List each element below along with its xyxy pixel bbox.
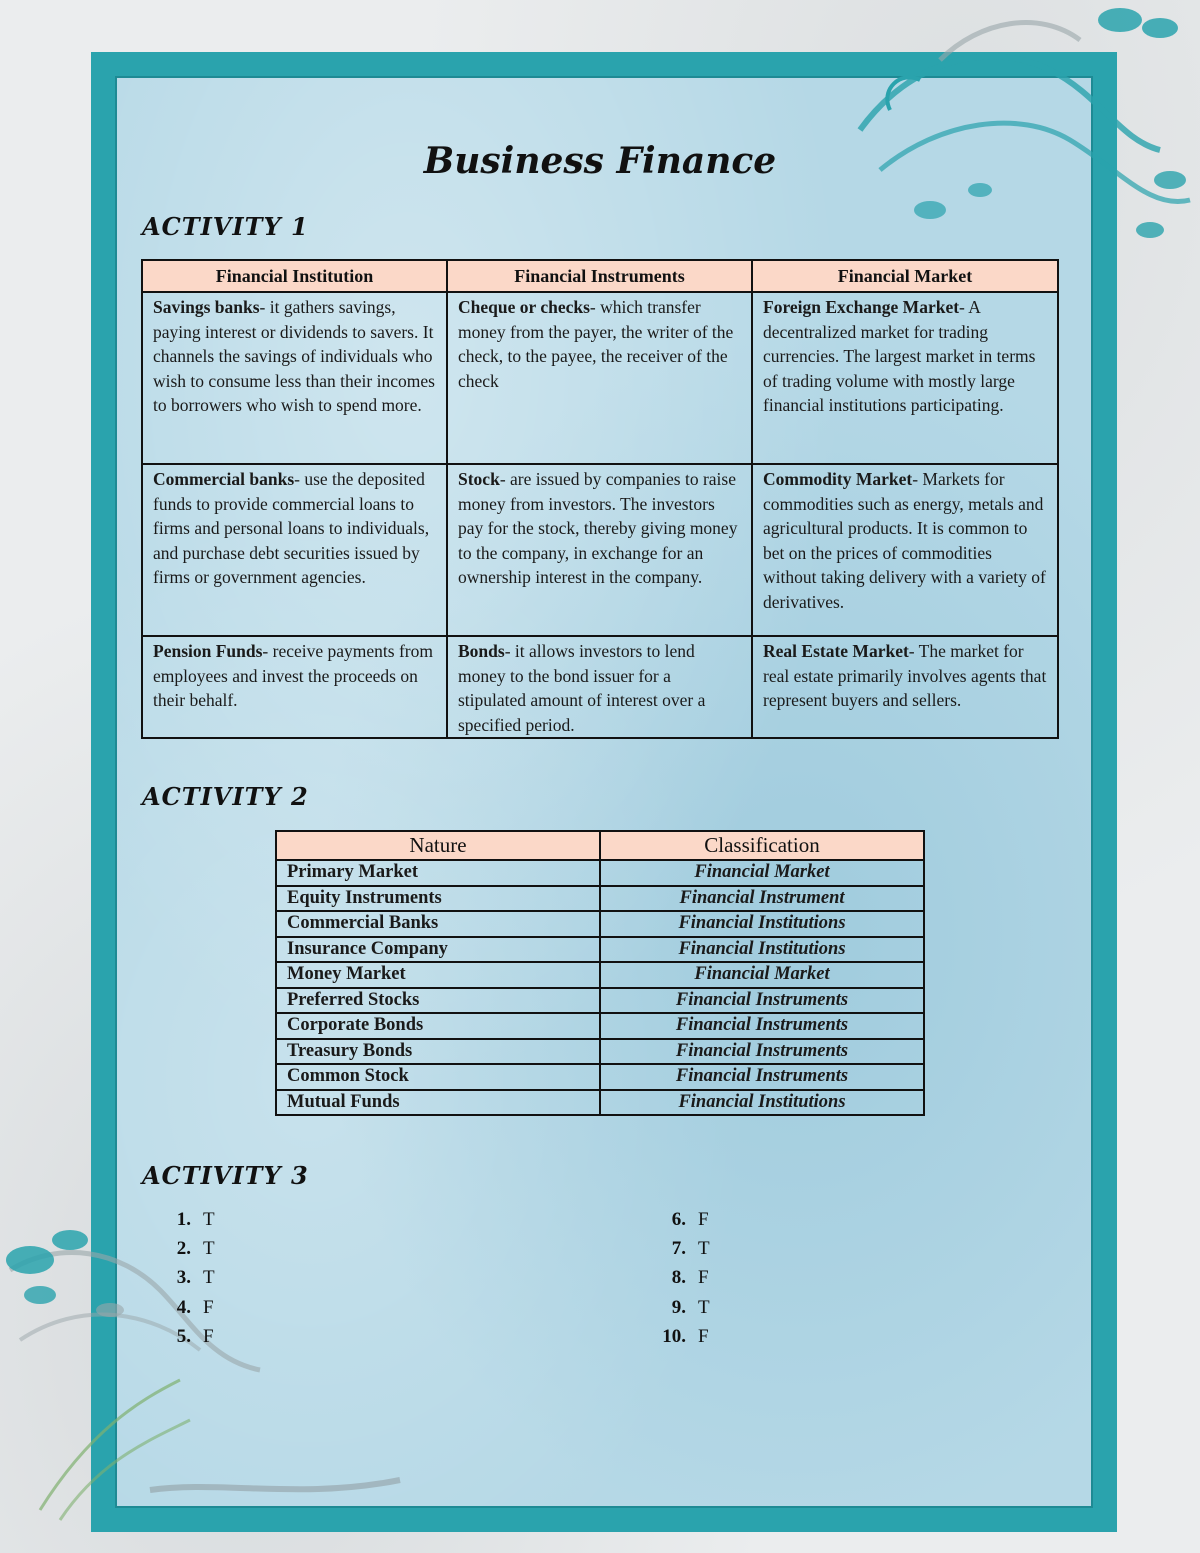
activity-2-heading: ACTIVITY 2: [142, 782, 309, 811]
item-answer: T: [203, 1238, 215, 1260]
item-answer: T: [698, 1296, 710, 1318]
item-number: 6.: [671, 1209, 686, 1230]
table-row: [276, 1013, 924, 1039]
activity-1-heading: ACTIVITY 1: [142, 212, 309, 241]
item-number: 8.: [671, 1267, 686, 1289]
nature-cell: Common Stock: [276, 1064, 600, 1090]
nature-cell: Equity Instruments: [276, 886, 600, 912]
column-header: Classification: [600, 831, 924, 860]
column-header: Financial Instruments: [447, 260, 752, 292]
list-item: [155, 1209, 215, 1238]
table-row: [276, 1064, 924, 1090]
term-label: Commercial banks: [153, 469, 295, 489]
term-description: - receive payments from employees and invest the proceeds on their behalf.: [153, 641, 433, 710]
list-item: [650, 1238, 710, 1267]
activity-3-heading: ACTIVITY 3: [142, 1161, 309, 1190]
term-label: Bonds: [458, 641, 505, 661]
table-cell: [447, 464, 752, 636]
term-description: - A decentralized market for trading currencies. The largest market in terms of trading volume with mostly large financial institutions participating.: [763, 297, 1036, 415]
item-number: 5.: [176, 1325, 191, 1347]
table-row: [276, 886, 924, 912]
term-description: - which transfer money from the payer, the writer of the check, to the payee, the receiver of the check: [458, 297, 734, 391]
term-label: Cheque or checks: [458, 297, 590, 317]
item-number: 2.: [176, 1238, 191, 1260]
classification-cell: Financial Institutions: [600, 937, 924, 963]
term-description: - use the deposited funds to provide commercial loans to firms and personal loans to individuals, and purchase debt securities issued by firms or government agencies.: [153, 469, 430, 587]
table-cell: [752, 636, 1058, 738]
nature-cell: Corporate Bonds: [276, 1013, 600, 1039]
term-label: Savings banks: [153, 297, 260, 317]
list-item: [155, 1326, 215, 1355]
classification-cell: Financial Institutions: [600, 911, 924, 937]
table-cell: [752, 292, 1058, 464]
table-row: [276, 1039, 924, 1065]
item-number: 9.: [671, 1296, 686, 1318]
item-number: 1.: [176, 1209, 191, 1230]
term-description: - are issued by companies to raise money from investors. The investors pay for the stock, thereby giving money to the company, in exchange for an ownership interest in the company.: [458, 469, 738, 587]
nature-cell: Money Market: [276, 962, 600, 988]
table-row: [276, 988, 924, 1014]
nature-cell: Treasury Bonds: [276, 1039, 600, 1065]
column-header: Nature: [276, 831, 600, 860]
classification-cell: Financial Market: [600, 860, 924, 886]
column-header: Financial Institution: [142, 260, 447, 292]
nature-cell: Mutual Funds: [276, 1090, 600, 1116]
item-answer: F: [203, 1296, 214, 1318]
item-answer: T: [203, 1209, 215, 1230]
classification-cell: Financial Instruments: [600, 1039, 924, 1065]
classification-cell: Financial Instruments: [600, 1064, 924, 1090]
list-item: [155, 1267, 215, 1296]
table-cell: [447, 636, 752, 738]
table-cell: [142, 292, 447, 464]
item-number: 10.: [662, 1325, 686, 1347]
item-number: 7.: [671, 1238, 686, 1260]
table-row: [142, 292, 1058, 464]
table-row: [142, 464, 1058, 636]
list-item: [155, 1297, 215, 1326]
classification-cell: Financial Instruments: [600, 988, 924, 1014]
term-label: Foreign Exchange Market: [763, 297, 960, 317]
table-row: [276, 1090, 924, 1116]
item-answer: F: [698, 1209, 709, 1230]
term-description: - it allows investors to lend money to the bond issuer for a stipulated amount of interest over a specified period.: [458, 641, 706, 735]
table-row: [276, 860, 924, 886]
list-item: [650, 1326, 710, 1355]
table-cell: [142, 464, 447, 636]
term-label: Stock: [458, 469, 500, 489]
term-description: - Markets for commodities such as energy, metals and agricultural products. It is common to bet on the prices of commodities without taking delivery with a variety of derivatives.: [763, 469, 1046, 612]
table-cell: [142, 636, 447, 738]
classification-cell: Financial Market: [600, 962, 924, 988]
table-cell: [447, 292, 752, 464]
nature-cell: Preferred Stocks: [276, 988, 600, 1014]
column-header: Financial Market: [752, 260, 1058, 292]
table-row: [276, 962, 924, 988]
item-number: 3.: [176, 1267, 191, 1289]
answer-list-left: [155, 1209, 215, 1355]
table-cell: [752, 464, 1058, 636]
page-title: Business Finance: [423, 140, 777, 182]
term-label: Real Estate Market: [763, 641, 909, 661]
nature-cell: Primary Market: [276, 860, 600, 886]
item-answer: F: [698, 1325, 709, 1347]
term-label: Pension Funds: [153, 641, 263, 661]
nature-cell: Commercial Banks: [276, 911, 600, 937]
item-answer: T: [203, 1267, 215, 1289]
item-answer: F: [698, 1267, 709, 1289]
list-item: [650, 1267, 710, 1296]
classification-cell: Financial Institutions: [600, 1090, 924, 1116]
item-answer: T: [698, 1238, 710, 1260]
item-number: 4.: [176, 1296, 191, 1318]
term-description: - The market for real estate primarily involves agents that represent buyers and sellers.: [763, 641, 1047, 710]
classification-cell: Financial Instrument: [600, 886, 924, 912]
list-item: [155, 1238, 215, 1267]
classification-cell: Financial Instruments: [600, 1013, 924, 1039]
term-description: - it gathers savings, paying interest or dividends to savers. It channels the savings of individuals who wish to consume less than their incomes to borrowers who wish to spend more.: [153, 297, 435, 415]
table-row: [276, 937, 924, 963]
classification-table: [275, 830, 925, 1116]
table-row: [142, 636, 1058, 738]
nature-cell: Insurance Company: [276, 937, 600, 963]
answer-list-right: [650, 1209, 710, 1355]
financial-system-table: [141, 259, 1059, 739]
table-row: [276, 911, 924, 937]
list-item: [650, 1209, 710, 1238]
term-label: Commodity Market: [763, 469, 913, 489]
list-item: [650, 1297, 710, 1326]
item-answer: F: [203, 1325, 214, 1347]
